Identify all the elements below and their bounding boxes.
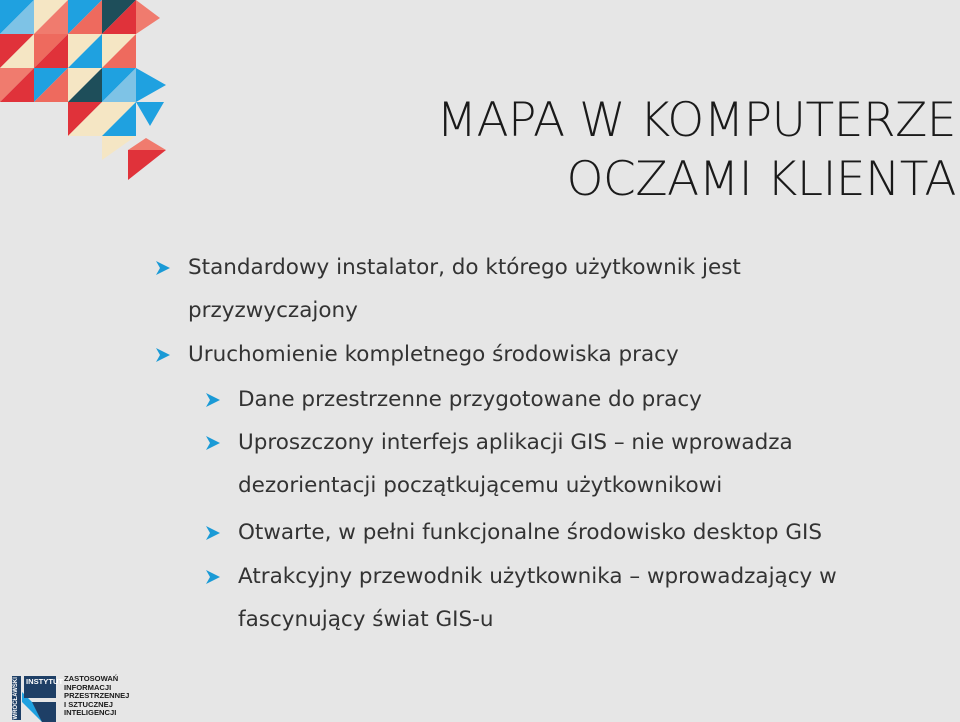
arrow-bullet-icon bbox=[205, 435, 221, 451]
arrow-bullet-icon bbox=[155, 347, 171, 363]
bullet-item bbox=[188, 333, 679, 376]
decor-triangle bbox=[128, 138, 166, 150]
bullet-text-line: dezorientacji początkującemu użytkownikowi bbox=[238, 473, 723, 498]
geometric-triangle-decoration bbox=[0, 0, 175, 185]
logo-text-line: ZASTOSOWAŃ bbox=[64, 674, 119, 683]
logo-text-line: PRZESTRZENNEJ bbox=[64, 691, 130, 701]
logo-text-line: I SZTUCZNEJ bbox=[64, 699, 113, 709]
decor-triangle bbox=[136, 0, 160, 34]
bullet-item bbox=[238, 378, 702, 421]
decor-triangle bbox=[128, 150, 166, 180]
logo-text-line: INFORMACJI bbox=[64, 682, 112, 692]
logo-text-block bbox=[64, 675, 129, 718]
bullet-item bbox=[238, 511, 822, 554]
bullet-text-line: Atrakcyjny przewodnik użytkownika – wprowadzający w bbox=[238, 564, 837, 589]
arrow-bullet-icon bbox=[205, 392, 221, 408]
arrow-bullet-icon bbox=[155, 260, 171, 276]
arrow-bullet-icon bbox=[205, 569, 221, 585]
bullet-item bbox=[188, 246, 741, 332]
institute-logo bbox=[12, 672, 152, 722]
bullet-text-line: przyzwyczajony bbox=[188, 298, 358, 323]
logo-vertical-text: WROCŁAWSKI bbox=[12, 677, 19, 720]
logo-text-line: INTELIGENCJI bbox=[64, 708, 117, 718]
decor-triangle bbox=[136, 68, 166, 102]
bullet-text-line: Standardowy instalator, do którego użytkownik jest bbox=[188, 255, 741, 280]
bullet-text-line: Otwarte, w pełni funkcjonalne środowisko desktop GIS bbox=[238, 520, 822, 545]
logo-institute-label: INSTYTUT bbox=[26, 677, 64, 686]
decor-triangle bbox=[136, 102, 164, 126]
bullet-text-line: Uruchomienie kompletnego środowiska pracy bbox=[188, 342, 679, 367]
arrow-bullet-icon bbox=[205, 525, 221, 541]
slide-title-line-1: MAPA W KOMPUTERZE bbox=[436, 93, 956, 148]
bullet-text-line: Dane przestrzenne przygotowane do pracy bbox=[238, 387, 702, 412]
bullet-text-line: Uproszczony interfejs aplikacji GIS – nie wprowadza bbox=[238, 430, 793, 455]
bullet-item bbox=[238, 555, 837, 641]
slide-title-line-2: OCZAMI KLIENTA bbox=[566, 152, 956, 207]
bullet-text-line: fascynujący świat GIS-u bbox=[238, 607, 494, 632]
bullet-item bbox=[238, 421, 793, 507]
